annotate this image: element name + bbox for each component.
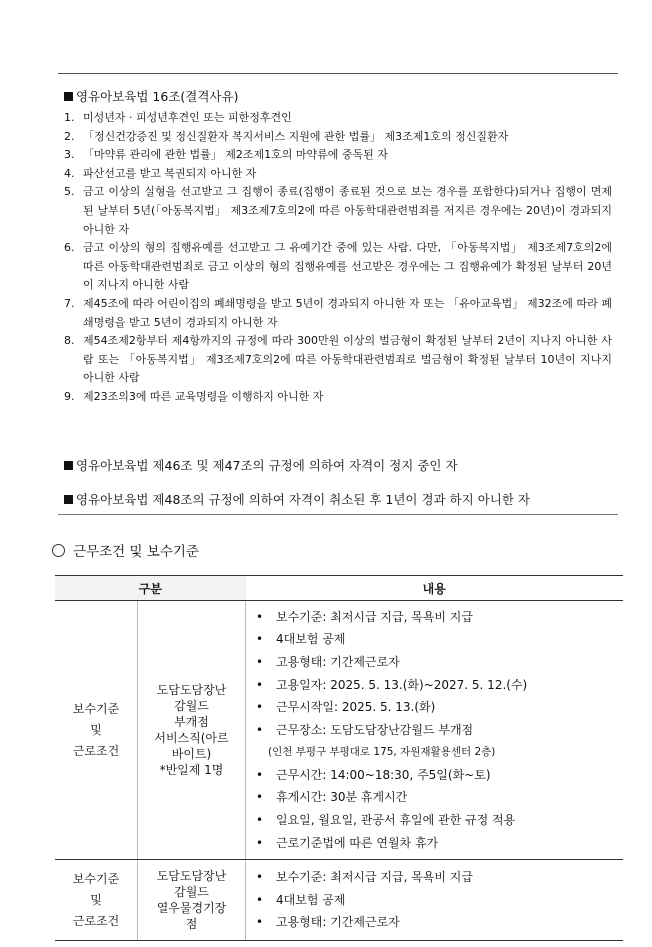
square-bullet-icon <box>64 461 73 470</box>
row-details <box>246 601 624 860</box>
list-item: • 고용형태: 기간제근로자 <box>254 651 622 674</box>
list-item: • 근무시간: 14:00~18:30, 주5일(화~토) <box>254 764 622 787</box>
list-item: • 고용일자: 2025. 5. 13.(화)~2027. 5. 12.(수) <box>254 674 622 697</box>
list-item: • 보수기준: 최저시급 지급, 목욕비 지급 <box>254 606 622 629</box>
conditions-table <box>55 575 623 941</box>
list-item: 2. 「정신건강증진 및 정신질환자 복지서비스 지원에 관한 법률」 제3조제1호의 정신질환자 <box>64 129 509 143</box>
table-row <box>55 860 623 941</box>
circle-bullet-icon <box>52 544 65 557</box>
square-bullet-icon <box>64 92 73 101</box>
list-item: • 근무시작일: 2025. 5. 13.(화) <box>254 696 622 719</box>
list-item: 1. 미성년자 · 피성년후견인 또는 피한정후견인 <box>64 111 292 124</box>
list-item: 9. 제23조의3에 따른 교육명령을 이행하지 아니한 자 <box>64 389 324 403</box>
list-item: • 4대보험 공제 <box>254 628 622 651</box>
table-row <box>55 601 623 860</box>
list-item: • 일요일, 월요일, 관공서 휴일에 관한 규정 적용 <box>254 809 622 832</box>
square-bullet-icon <box>64 495 73 504</box>
row-category: 보수기준 및 근로조건 <box>55 601 138 860</box>
list-item: 3. 「마약류 관리에 관한 법률」 제2조제1호의 마약류에 중독된 자 <box>64 148 388 162</box>
conditions-heading: 근무조건 및 보수기준 <box>52 540 199 560</box>
list-item: 8. 제54조제2항부터 제4항까지의 규정에 따라 300만원 이상의 벌금형이 확정된 날부터 2년이 지나지 아니한 사람 또는 「아동복지법」 제3조제7호의2에 따른 아동학대관련범죄로 벌금형이 확정된 날부터 10년이 지나지 아니한 사람 <box>64 334 612 385</box>
section-heading-disqualification: 영유아보육법 16조(결격사유) <box>64 87 238 105</box>
list-item: 5. 금고 이상의 실형을 선고받고 그 집행이 종료(집행이 종료된 것으로 보는 경우를 포함한다)되거나 집행이 면제된 날부터 5년(「아동복지법」 제3조제7호의2에 따른 아동학대관련범죄를 저지른 경우에는 20년)이 경과되지 아니한 자 <box>64 185 612 236</box>
row-position: 도담도담장난 감월드 열우물경기장 점 <box>138 860 246 941</box>
list-item: • 보수기준: 최저시급 지급, 목욕비 지급 <box>254 866 622 889</box>
list-item: • 휴게시간: 30분 휴게시간 <box>254 786 622 809</box>
disqualification-box <box>58 73 618 515</box>
row-details <box>246 860 624 941</box>
list-item-address: (인천 부평구 부평대로 175, 자원재활용센터 2층) <box>268 746 496 759</box>
row-category: 보수기준 및 근로조건 <box>55 860 138 941</box>
section-heading-suspension: 영유아보육법 제46조 및 제47조의 규정에 의하여 자격이 정지 중인 자 <box>64 456 458 474</box>
list-item: 6. 금고 이상의 형의 집행유예를 선고받고 그 유예기간 중에 있는 사람. 다만, 「아동복지법」 제3조제7호의2에 따른 아동학대관련범죄로 금고 이상의 형의 집행유예를 선고받은 경우에는 그 집행유예가 확정된 날부터 20년이 지나지 아니한 사람 <box>64 241 612 292</box>
section-heading-revocation: 영유아보육법 제48조의 규정에 의하여 자격이 취소된 후 1년이 경과 하지 아니한 자 <box>64 490 530 508</box>
disqualification-list <box>64 109 612 407</box>
list-item: • 근로기준법에 따른 연월차 휴가 <box>254 832 622 855</box>
list-item: • 4대보험 공제 <box>254 889 622 912</box>
header-content: 내용 <box>246 576 624 601</box>
list-item: • 고용형태: 기간제근로자 <box>254 911 622 934</box>
list-item: • 근무장소: 도담도담장난감월드 부개점 <box>254 719 622 742</box>
header-category: 구분 <box>55 576 246 601</box>
table-header-row <box>55 576 623 601</box>
row-position: 도담도담장난 감월드 부개점 서비스직(아르 바이트) *반일제 1명 <box>138 601 246 860</box>
list-item: 4. 파산선고를 받고 복권되지 아니한 자 <box>64 166 257 180</box>
list-item: 7. 제45조에 따라 어린이집의 폐쇄명령을 받고 5년이 경과되지 아니한 자 또는 「유아교육법」 제32조에 따라 폐쇄명령을 받고 5년이 경과되지 아니한 자 <box>64 296 612 329</box>
